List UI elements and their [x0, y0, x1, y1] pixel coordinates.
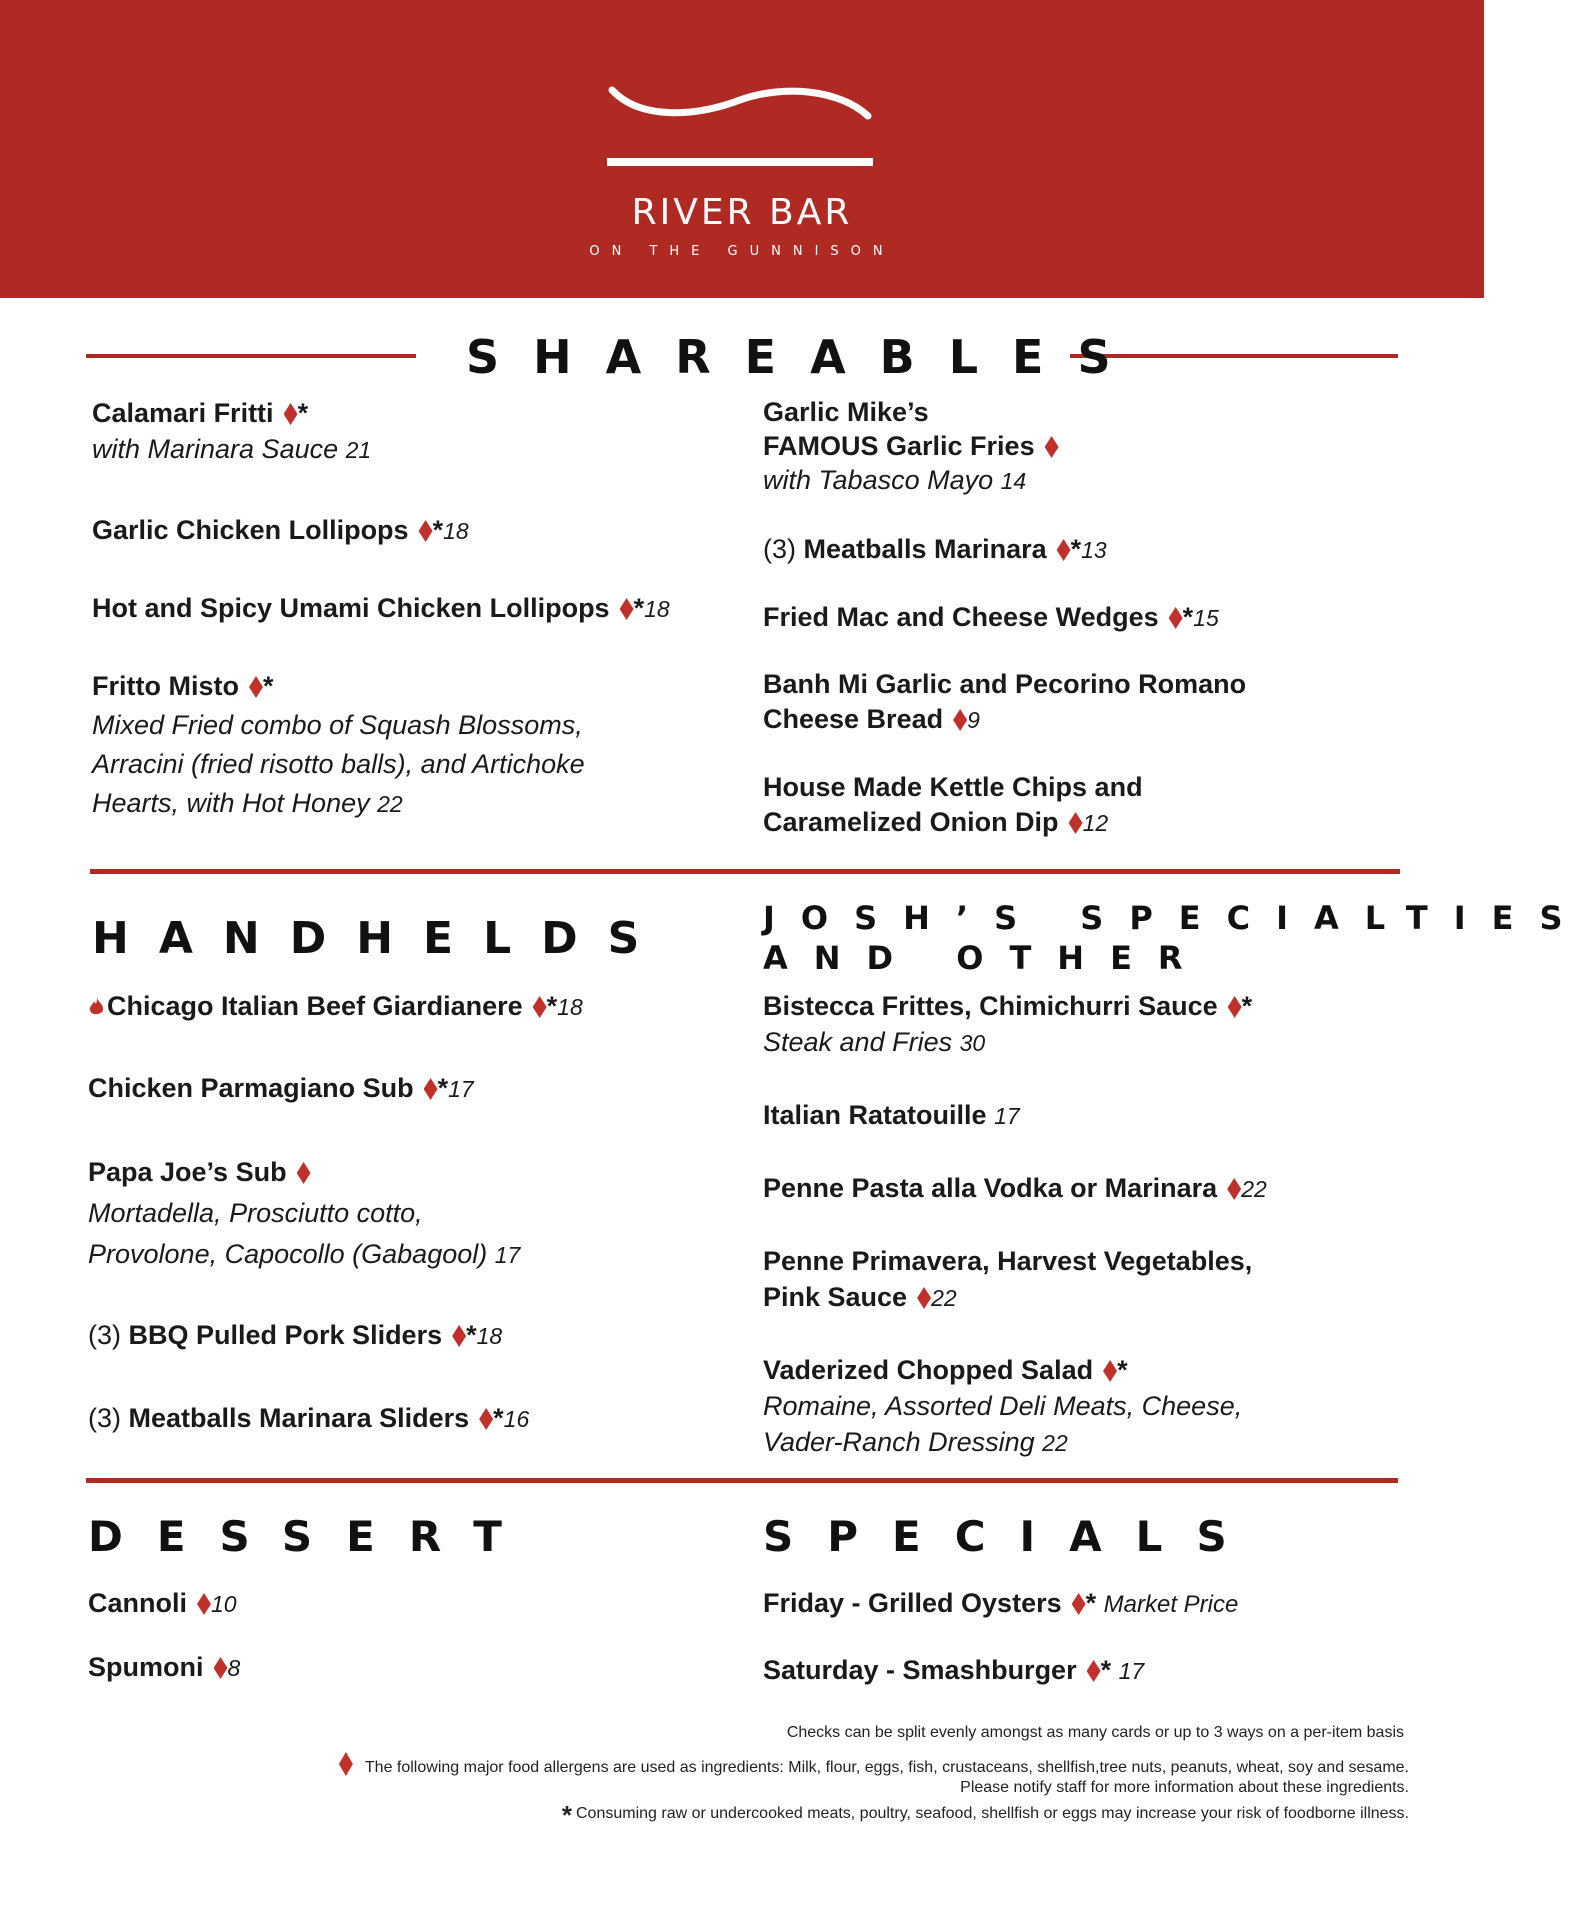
raw-asterisk-icon: *: [1085, 1588, 1097, 1618]
item-name: Calamari Fritti: [92, 398, 274, 428]
item-name: BBQ Pulled Pork Sliders: [128, 1320, 443, 1350]
item-name-line: FAMOUS Garlic Fries: [763, 431, 1035, 461]
section-title-handhelds: HANDHELDS: [92, 913, 670, 964]
allergen-diamond-icon: [1045, 436, 1059, 458]
menu-item-cannoli: [88, 1585, 237, 1622]
item-price: 30: [959, 1030, 986, 1056]
footer-allergen-line: The following major food allergens are used as ingredients: Milk, flour, eggs, fish, crustaceans, shellfish,tree nuts, peanuts, wheat, soy and sesame.: [364, 1759, 1409, 1776]
item-name-line: Pink Sauce: [763, 1282, 908, 1312]
raw-asterisk-icon: *: [1070, 534, 1082, 564]
menu-item-calamari: [92, 395, 371, 468]
item-name: Chicago Italian Beef Giardianere: [107, 991, 523, 1021]
raw-asterisk-icon: *: [1117, 1355, 1128, 1385]
raw-asterisk-icon: *: [546, 991, 558, 1021]
item-desc: Steak and Fries: [763, 1027, 953, 1057]
menu-item-grilled-oysters: [763, 1585, 1238, 1623]
item-name: Hot and Spicy Umami Chicken Lollipops: [92, 593, 610, 623]
raw-asterisk-icon: *: [1182, 602, 1194, 632]
item-name: Penne Pasta alla Vodka or Marinara: [763, 1173, 1218, 1203]
item-price: 22: [1241, 1176, 1267, 1202]
section-title-shareables: SHAREABLES: [466, 330, 1145, 384]
item-name: Garlic Chicken Lollipops: [92, 515, 409, 545]
item-name: Bistecca Frittes, Chimichurri Sauce: [763, 991, 1218, 1021]
menu-item-penne-vodka: [763, 1170, 1267, 1207]
item-name-line: House Made Kettle Chips and: [763, 772, 1143, 802]
section-title-line: AND OTHER: [763, 939, 1209, 977]
item-name: Chicken Parmagiano Sub: [88, 1073, 414, 1103]
allergen-diamond-icon: [620, 598, 634, 620]
raw-asterisk-icon: *: [432, 515, 444, 545]
footer-raw-note: [562, 1800, 1409, 1831]
header-banner: [0, 0, 1484, 298]
section-title-specials: SPECIALS: [763, 1512, 1261, 1561]
item-price: 17: [494, 1242, 521, 1268]
item-quantity: (3): [88, 1320, 121, 1350]
item-name: Meatballs Marinara Sliders: [128, 1403, 470, 1433]
item-price: 10: [211, 1591, 237, 1617]
item-name: Vaderized Chopped Salad: [763, 1355, 1094, 1385]
item-name: Fried Mac and Cheese Wedges: [763, 602, 1159, 632]
item-name-line: Garlic Mike’s: [763, 397, 929, 427]
item-price: 21: [345, 437, 372, 463]
item-price: 22: [377, 791, 403, 817]
brand-tagline: ON THE GUNNISON: [589, 244, 895, 259]
menu-item-italian-beef: [88, 988, 583, 1025]
allergen-diamond-icon: [339, 1752, 353, 1776]
menu-item-banh-mi-bread: [763, 667, 1246, 738]
allergen-diamond-icon: [284, 403, 298, 425]
menu-item-garlic-lollipops: [92, 512, 469, 549]
allergen-diamond-icon: [1057, 539, 1071, 561]
item-price: 18: [476, 1323, 503, 1349]
raw-asterisk-icon: *: [493, 1403, 504, 1433]
brand-name: RIVER BAR: [631, 192, 853, 233]
item-desc-line: Vader-Ranch Dressing: [763, 1427, 1035, 1457]
menu-item-garlic-fries: [763, 395, 1059, 498]
item-name: Fritto Misto: [92, 671, 239, 701]
item-desc-line: Hearts, with Hot Honey: [92, 788, 370, 818]
allergen-diamond-icon: [1169, 607, 1183, 629]
menu-item-meatballs-marinara: [763, 531, 1107, 568]
allergen-diamond-icon: [533, 996, 547, 1018]
item-name: Spumoni: [88, 1652, 204, 1682]
section-divider: [90, 869, 1400, 874]
allergen-diamond-icon: [479, 1408, 493, 1430]
menu-item-chopped-salad: [763, 1352, 1242, 1461]
section-divider: [86, 1478, 1398, 1483]
menu-item-penne-primavera: [763, 1243, 1252, 1316]
river-wave-logo-icon: [600, 82, 884, 172]
item-price: 16: [503, 1406, 530, 1432]
item-price: 18: [644, 596, 670, 622]
raw-asterisk-icon: *: [1241, 991, 1253, 1021]
item-desc-line: Romaine, Assorted Deli Meats, Cheese,: [763, 1391, 1243, 1421]
item-price: 15: [1193, 605, 1219, 631]
item-name-line: Cheese Bread: [763, 704, 944, 734]
item-price: 18: [443, 518, 469, 544]
menu-item-mac-cheese-wedges: [763, 599, 1219, 636]
allergen-diamond-icon: [452, 1325, 466, 1347]
menu-item-spumoni: [88, 1649, 240, 1686]
item-quantity: (3): [763, 534, 796, 564]
item-price: 8: [227, 1655, 241, 1681]
menu-item-smashburger: [763, 1652, 1144, 1689]
section-title-line: JOSH’S SPECIALTIES: [763, 899, 1589, 937]
footer-allergen-note: [339, 1752, 1409, 1798]
allergen-diamond-icon: [1087, 1660, 1101, 1682]
allergen-diamond-icon: [197, 1593, 211, 1615]
item-name: Italian Ratatouille: [763, 1100, 987, 1130]
raw-asterisk-icon: *: [466, 1320, 477, 1350]
item-price: 22: [1042, 1430, 1068, 1456]
allergen-diamond-icon: [953, 709, 967, 731]
allergen-diamond-icon: [214, 1657, 228, 1679]
raw-asterisk-icon: *: [633, 593, 645, 623]
item-name-line: Penne Primavera, Harvest Vegetables,: [763, 1246, 1253, 1276]
item-quantity: (3): [88, 1403, 121, 1433]
item-name-line: Banh Mi Garlic and Pecorino Romano: [763, 669, 1247, 699]
item-price: 17: [994, 1103, 1020, 1129]
allergen-diamond-icon: [1228, 996, 1242, 1018]
item-price: 18: [557, 994, 583, 1020]
item-price: 22: [931, 1285, 957, 1311]
footer-raw-text: Consuming raw or undercooked meats, poultry, seafood, shellfish or eggs may increase your risk of foodborne illness.: [575, 1805, 1409, 1822]
allergen-diamond-icon: [1072, 1593, 1086, 1615]
menu-item-chicken-parm-sub: [88, 1070, 474, 1107]
item-price: 9: [967, 707, 980, 733]
item-desc-line: Arracini (fried risotto balls), and Artichoke: [92, 749, 585, 779]
footer-allergen-line: Please notify staff for more information about these ingredients.: [960, 1779, 1409, 1796]
item-desc: with Tabasco Mayo: [763, 465, 994, 495]
item-name: Papa Joe’s Sub: [88, 1157, 287, 1187]
item-desc: with Marinara Sauce: [92, 434, 339, 464]
raw-asterisk-icon: *: [437, 1073, 449, 1103]
spicy-flame-icon: [88, 997, 105, 1017]
allergen-diamond-icon: [419, 520, 433, 542]
item-name: Cannoli: [88, 1588, 187, 1618]
raw-asterisk-icon: *: [262, 671, 274, 701]
allergen-diamond-icon: [424, 1078, 438, 1100]
item-price: 17: [448, 1076, 474, 1102]
menu-item-bbq-sliders: [88, 1317, 502, 1354]
menu-item-bistecca: [763, 988, 1252, 1061]
menu-item-fritto-misto: [92, 667, 585, 824]
item-name: Saturday - Smashburger: [763, 1655, 1077, 1685]
menu-item-kettle-chips: [763, 770, 1143, 841]
menu-item-meatball-sliders: [88, 1400, 529, 1437]
raw-asterisk-icon: *: [297, 398, 309, 428]
allergen-diamond-icon: [1227, 1178, 1241, 1200]
menu-item-ratatouille: [763, 1097, 1020, 1134]
item-name: Meatballs Marinara: [803, 534, 1047, 564]
item-desc-line: Provolone, Capocollo (Gabagool): [88, 1239, 488, 1269]
raw-asterisk-icon: *: [1100, 1655, 1112, 1685]
footer-checks-note: Checks can be split evenly amongst as many cards or up to 3 ways on a per-item basis: [786, 1724, 1404, 1741]
allergen-diamond-icon: [1103, 1360, 1117, 1382]
allergen-diamond-icon: [917, 1287, 931, 1309]
item-price: 17: [1118, 1658, 1145, 1684]
raw-asterisk-icon: *: [561, 1800, 572, 1830]
item-price: 12: [1082, 810, 1109, 836]
item-price: 13: [1081, 537, 1107, 563]
menu-item-papa-joes-sub: [88, 1152, 520, 1276]
item-price: Market Price: [1103, 1591, 1239, 1618]
divider-left: [86, 354, 416, 358]
item-name-line: Caramelized Onion Dip: [763, 807, 1059, 837]
item-desc-line: Mortadella, Prosciutto cotto,: [88, 1198, 423, 1228]
item-desc-line: Mixed Fried combo of Squash Blossoms,: [92, 710, 583, 740]
item-price: 14: [1000, 468, 1027, 494]
allergen-diamond-icon: [297, 1162, 311, 1184]
section-title-dessert: DESSERT: [88, 1512, 536, 1561]
menu-item-umami-lollipops: [92, 590, 670, 627]
allergen-diamond-icon: [249, 676, 263, 698]
section-title-specialties: [763, 898, 1589, 978]
item-name: Friday - Grilled Oysters: [763, 1588, 1062, 1618]
allergen-diamond-icon: [1069, 812, 1083, 834]
